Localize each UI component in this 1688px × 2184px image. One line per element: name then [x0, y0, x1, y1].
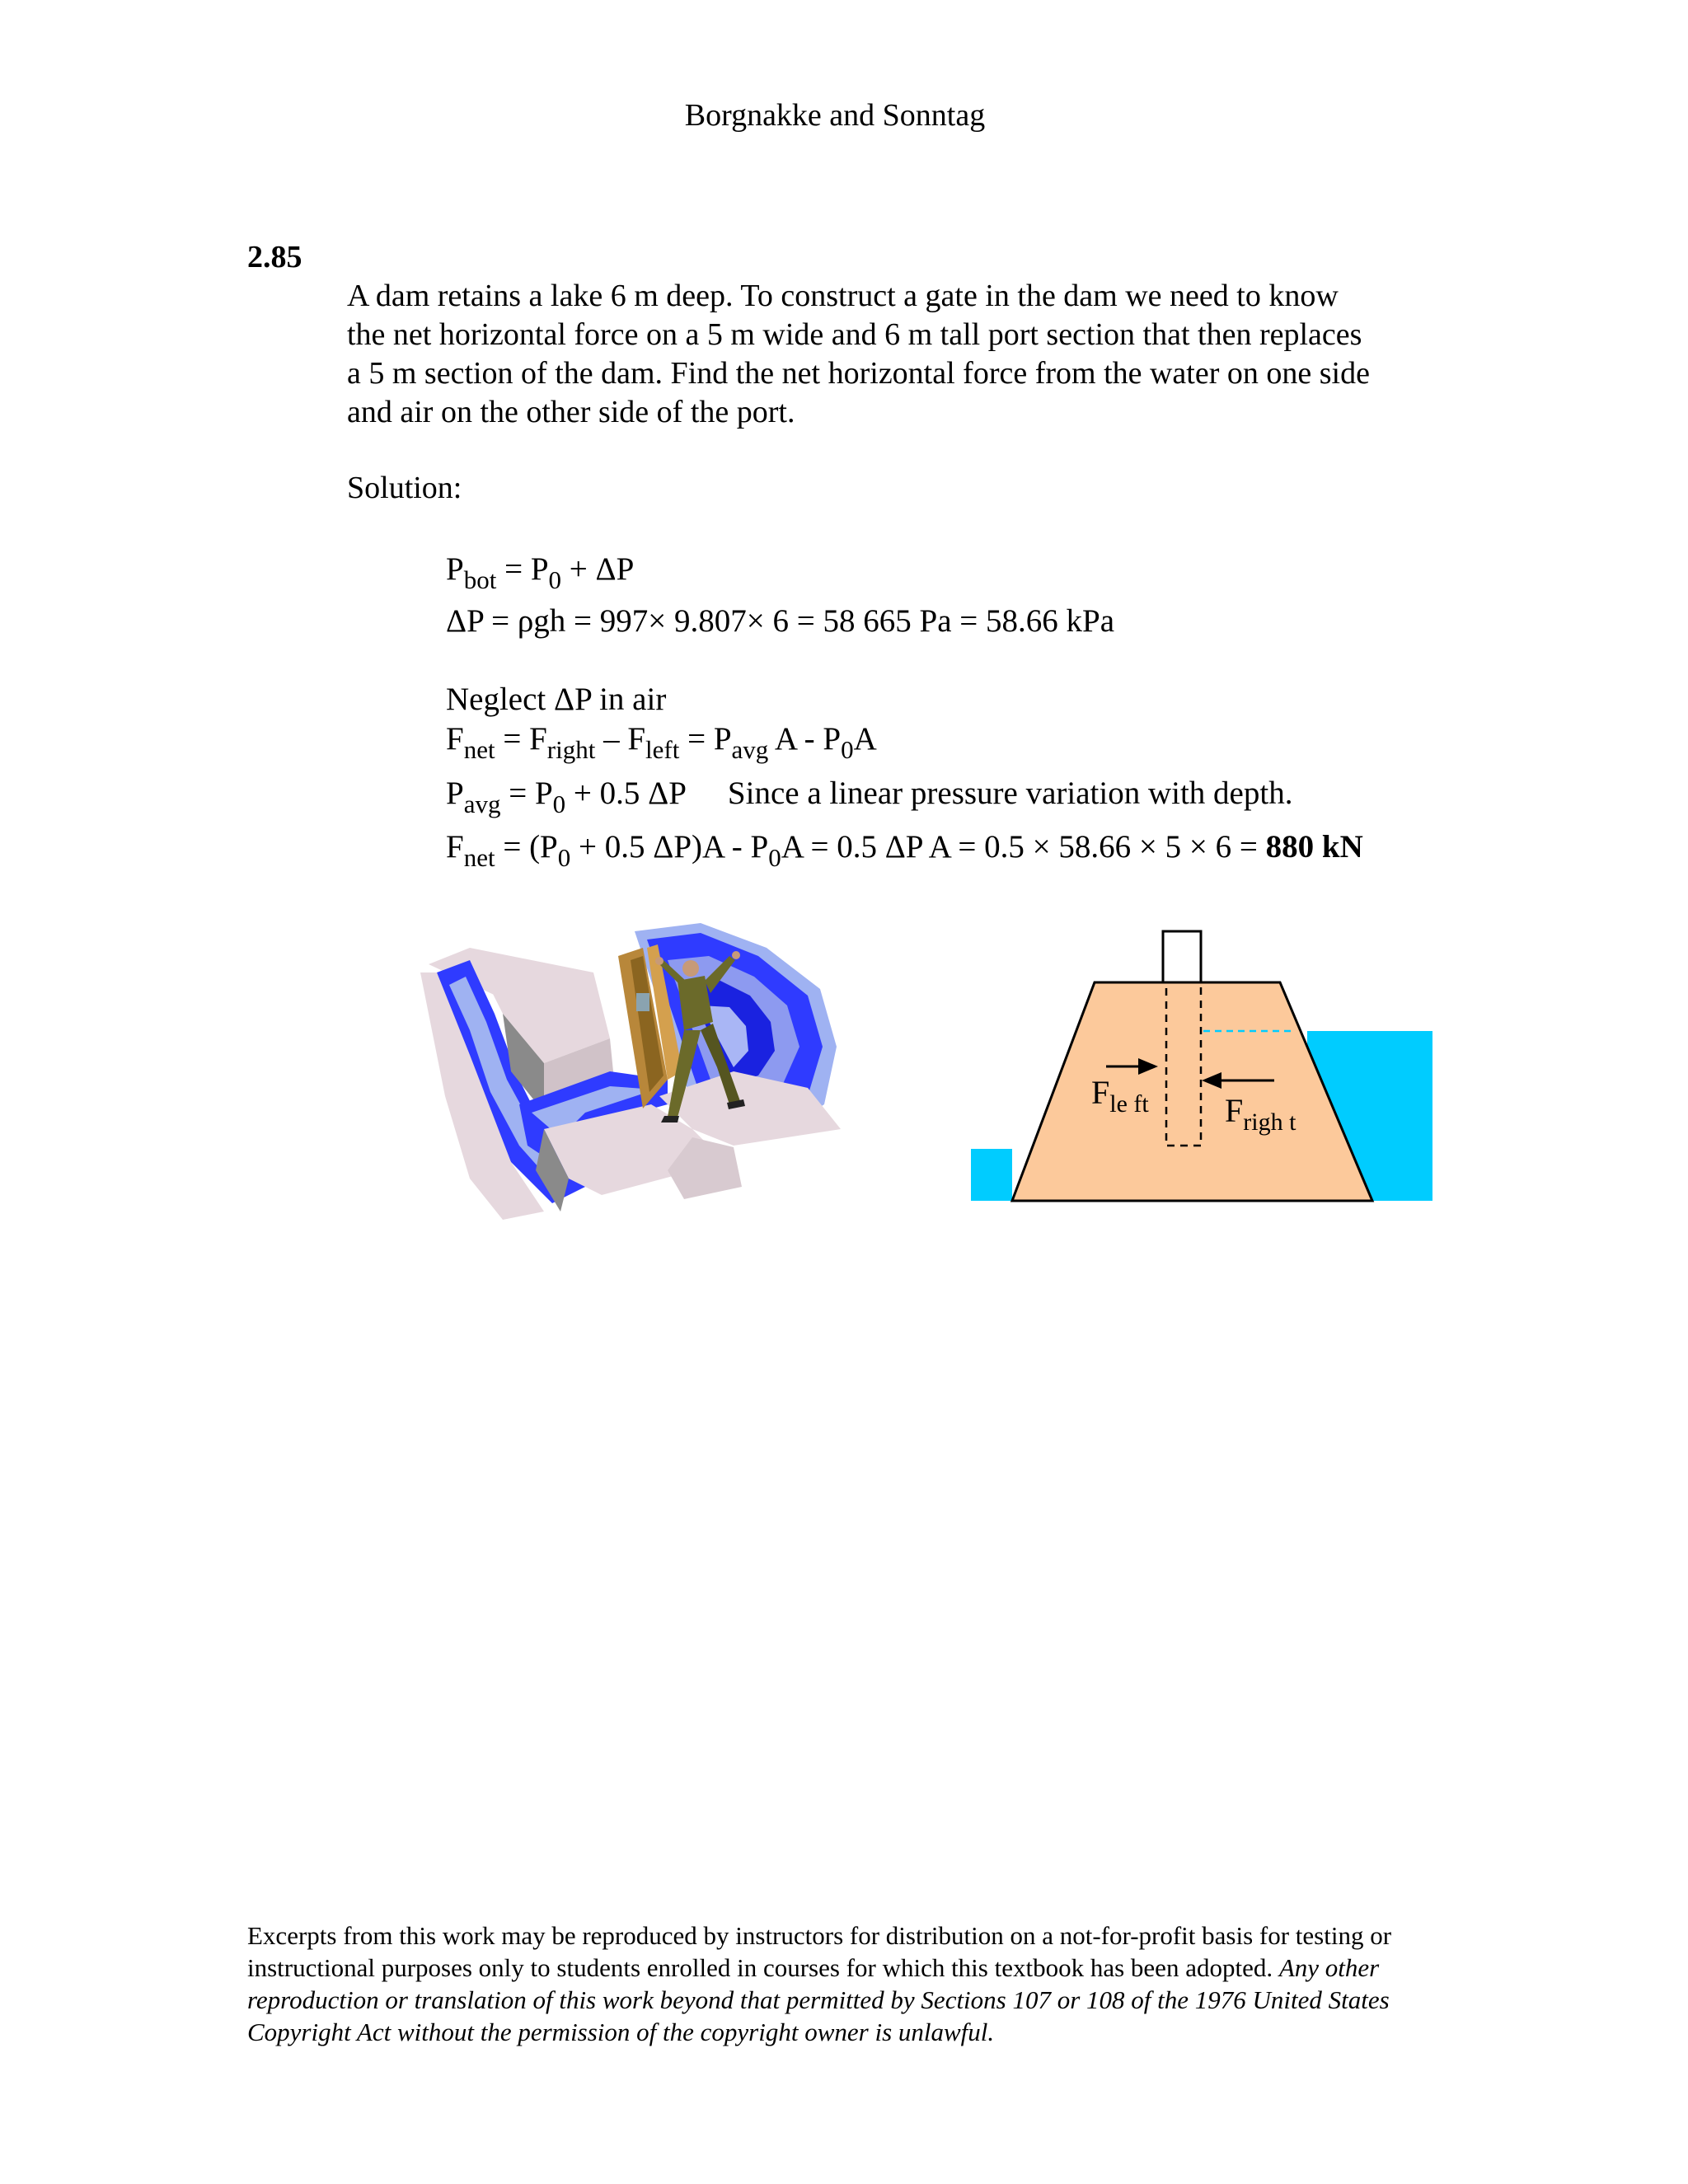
equation-neglect: Neglect ΔP in air: [446, 682, 667, 717]
page-header: Borgnakke and Sonntag: [684, 98, 986, 133]
equation-delta-p: ΔP = ρgh = 997× 9.807× 6 = 58 665 Pa = 58.66 kPa: [446, 603, 1115, 639]
dam-force-diagram: [971, 927, 1432, 1212]
problem-line: the net horizontal force on a 5 m wide and 6 m tall port section that then replaces: [347, 317, 1362, 352]
equation-fnet-result: $F_{net} = (P_0 + 0.5$ $\Delta P)A - P_0A = 0.5$ ΔP A = 0.5 × 58.66 × 5 × 6 = 880 kN: [446, 829, 1363, 872]
problem-line: and air on the other side of the port.: [347, 395, 795, 429]
problem-number: 2.85: [247, 240, 302, 274]
solution-label: Solution:: [347, 471, 462, 505]
copyright-footer: Excerpts from this work may be reproduced by instructors for distribution on a not-for-profit basis for testing or instructional purposes only to students enrolled in courses for which this textbook has been adopted. Any other reproduction or translation of this work beyond that permitted by Sections 107 or 108 of the 1976 United States Copyright Act without the permission of the copyright owner is unlawful.: [247, 1921, 1392, 2046]
left-water: [971, 1149, 1012, 1201]
problem-statement: [347, 277, 1451, 432]
equation-pavg: $P_{avg} = P_0 + 0.5$ ΔP Since a linear pressure variation with depth.: [446, 776, 1293, 818]
dam-gate-illustration: [420, 915, 849, 1220]
dam-body: [1012, 982, 1372, 1201]
f-left-label: $F_{le ft}$: [1091, 1074, 1149, 1118]
answer: 880 kN: [1265, 829, 1363, 865]
f-right-label: $F_{righ t}$: [1225, 1092, 1296, 1136]
problem-line: a 5 m section of the dam. Find the net horizontal force from the water on one side: [347, 356, 1370, 391]
equation-pbot: $P_{bot} = P_0 + \Delta P$: [446, 551, 635, 594]
problem-line: A dam retains a lake 6 m deep. To construct a gate in the dam we need to know: [347, 279, 1339, 313]
equation-fnet: $F_{net} = F_{right} - F_{left} = P_{avg}$ A - $P_0A$: [446, 721, 877, 764]
gate-top: [1163, 931, 1201, 982]
